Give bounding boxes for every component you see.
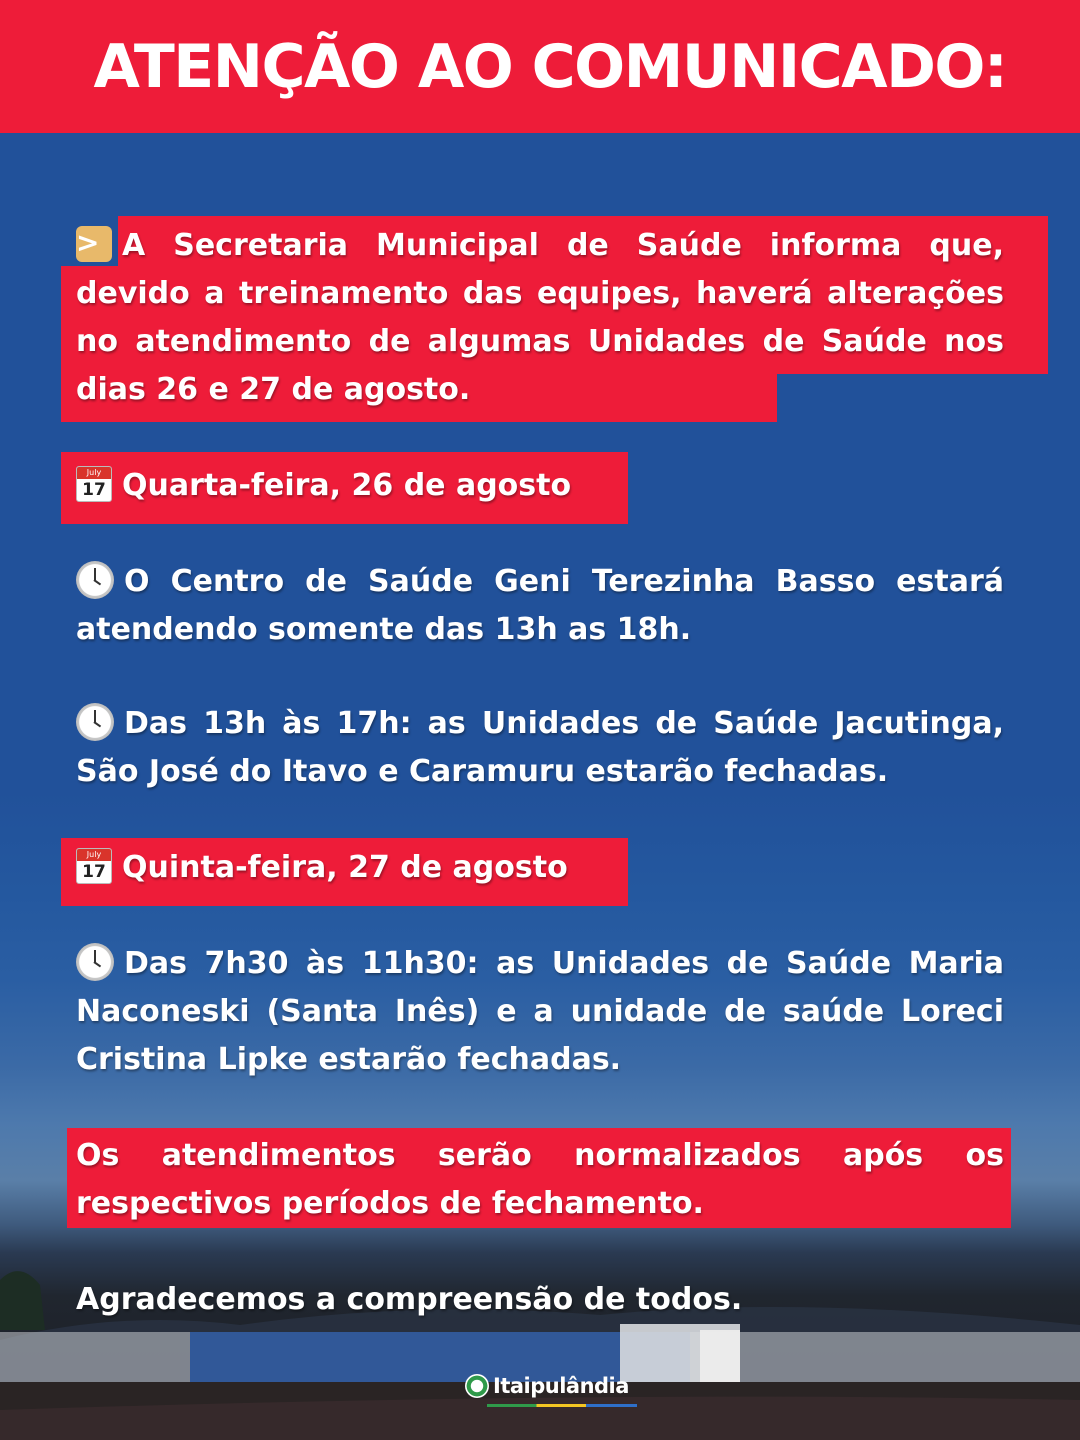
day2-item-1	[76, 940, 1004, 1084]
municipality-logo	[465, 1370, 629, 1402]
thanks-text: Agradecemos a compreensão de todos.	[76, 1282, 743, 1317]
day1-item-2	[76, 700, 1004, 796]
day1-item-2-text: Das 13h às 17h: as Unidades de Saúde Jacutinga, São José do Itavo e Caramuru estarão fechadas.	[76, 706, 1004, 789]
logo-stripe	[487, 1404, 637, 1407]
day1-item-1	[76, 558, 1004, 654]
calendar-icon: July 17	[76, 848, 112, 884]
clock-icon	[76, 561, 114, 599]
day1-heading-text: Quarta-feira, 26 de agosto	[122, 468, 572, 503]
logo-text: Itaipulândia	[493, 1374, 629, 1398]
calendar-icon: July 17	[76, 466, 112, 502]
arrow-right-icon: >	[76, 226, 112, 262]
intro-paragraph	[76, 222, 1004, 414]
day2-heading-text: Quinta-feira, 27 de agosto	[122, 850, 568, 885]
day2-item-1-text: Das 7h30 às 11h30: as Unidades de Saúde Maria Naconeski (Santa Inês) e a unidade de saúde Loreci Cristina Lipke estarão fechadas.	[76, 946, 1004, 1077]
intro-text: A Secretaria Municipal de Saúde informa que, devido a treinamento das equipes, haverá alterações no atendimento de algumas Unidades de Saúde nos dias 26 e 27 de agosto.	[76, 228, 1004, 407]
clock-icon	[76, 943, 114, 981]
clock-icon	[76, 703, 114, 741]
municipal-seal-icon	[465, 1374, 489, 1398]
day2-heading	[76, 844, 636, 892]
day1-item-1-text: O Centro de Saúde Geni Terezinha Basso estará atendendo somente das 13h as 18h.	[76, 564, 1004, 647]
header-banner	[0, 0, 1080, 133]
closing-note: Os atendimentos serão normalizados após os respectivos períodos de fechamento.	[76, 1138, 1004, 1221]
day1-heading	[76, 462, 636, 510]
page-title: ATENÇÃO AO COMUNICADO:	[93, 31, 1007, 102]
